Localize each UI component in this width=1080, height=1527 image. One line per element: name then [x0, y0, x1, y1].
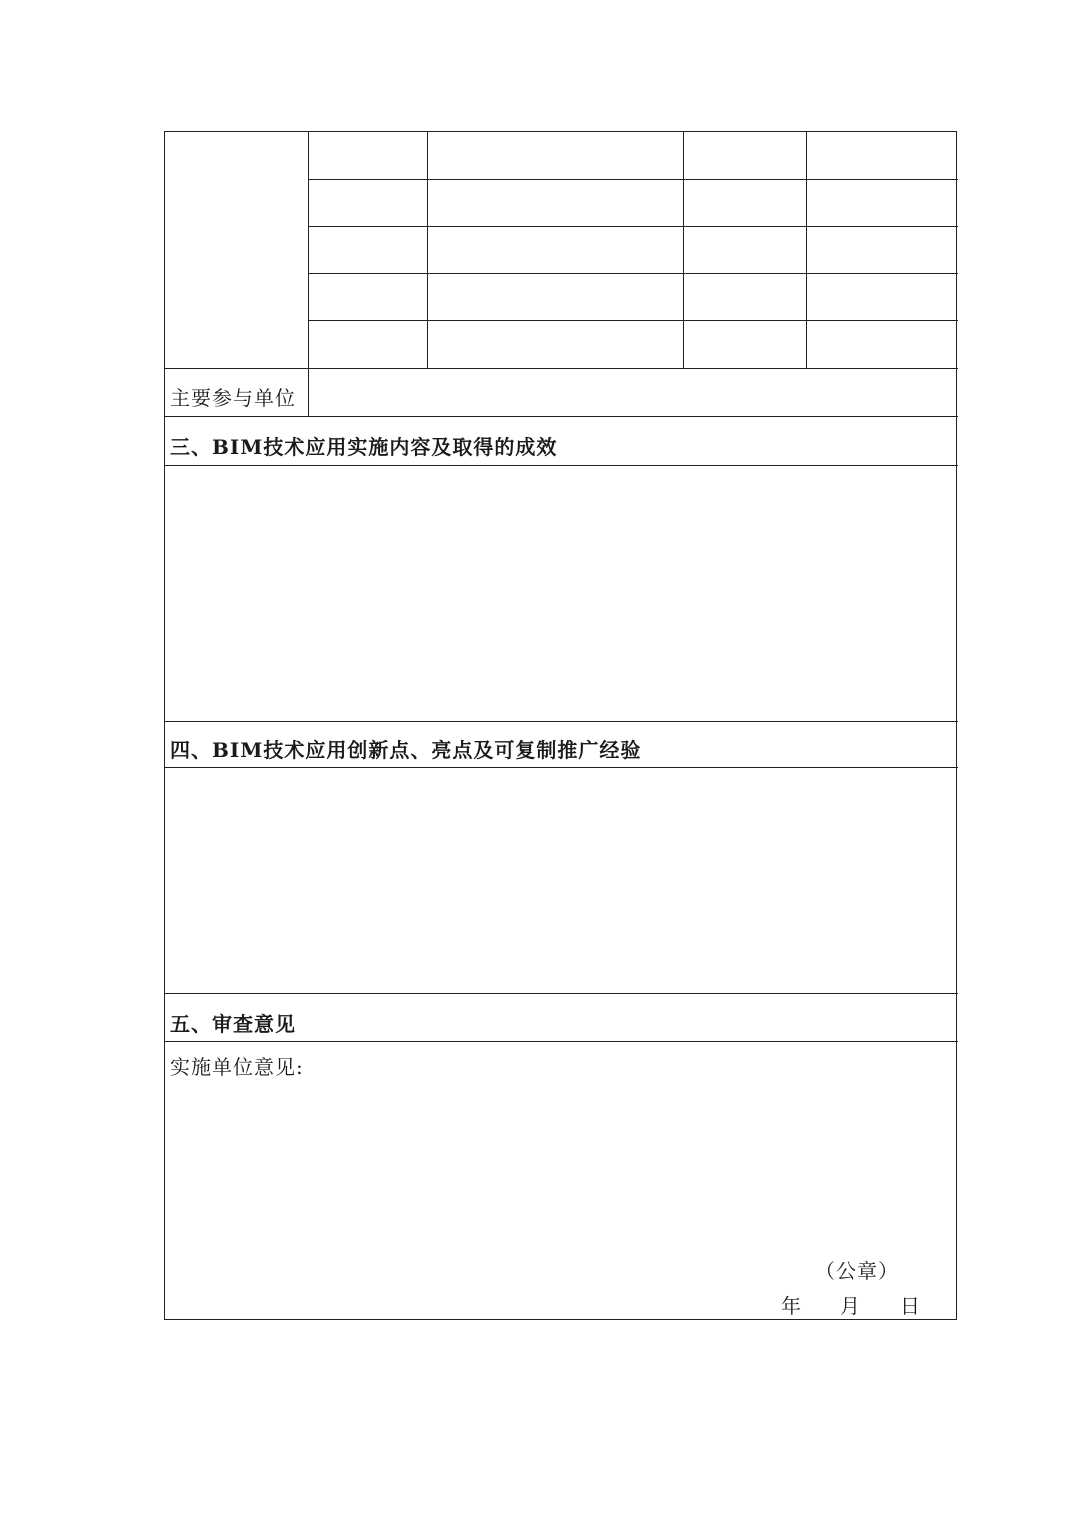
- seal-label: （公章）: [815, 1259, 899, 1283]
- section-3-heading-line: [165, 465, 958, 466]
- grid-col-line-1: [308, 132, 309, 368]
- unit-opinion-label: 实施单位意见:: [170, 1055, 304, 1079]
- grid-col-line-3: [683, 132, 684, 368]
- section-3-content-bottom-line: [165, 721, 958, 722]
- grid-bottom-line: [165, 368, 958, 369]
- section-5-heading: 五、审查意见: [170, 1012, 296, 1036]
- grid-row-line-2: [308, 226, 958, 227]
- date-day-label: 日: [900, 1294, 921, 1318]
- date-month-label: 月: [840, 1294, 861, 1318]
- section-5-heading-line: [165, 1041, 958, 1042]
- grid-row-line-3: [308, 273, 958, 274]
- application-form-table: [164, 131, 957, 1320]
- section-4-content-bottom-line: [165, 993, 958, 994]
- grid-col-line-4: [806, 132, 807, 368]
- date-year-label: 年: [781, 1294, 802, 1318]
- grid-row-line-1: [308, 179, 958, 180]
- participants-bottom-line: [165, 416, 958, 417]
- grid-col-line-2: [427, 132, 428, 368]
- participants-label: 主要参与单位: [170, 386, 296, 410]
- section-3-heading: 三、BIM技术应用实施内容及取得的成效: [170, 435, 558, 459]
- section-4-heading: 四、BIM技术应用创新点、亮点及可复制推广经验: [170, 738, 642, 762]
- participants-divider: [308, 368, 309, 416]
- section-4-heading-line: [165, 767, 958, 768]
- grid-row-line-4: [308, 320, 958, 321]
